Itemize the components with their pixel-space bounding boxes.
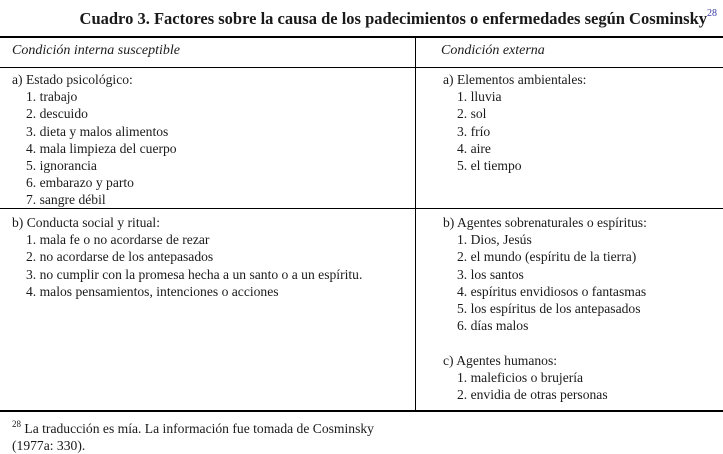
list-item: 2. descuido [26,106,88,122]
footnote [12,416,374,454]
list-item: 5. los espíritus de los antepasados [457,301,641,317]
list-item: 1. mala fe o no acordarse de rezar [26,232,210,248]
column-divider [415,38,416,411]
header-rule [0,67,723,68]
list-item: 2. el mundo (espíritu de la tierra) [457,249,637,265]
row2-right-heading: b) Agentes sobrenaturales o espíritus: [443,215,647,230]
footnote-ref[interactable]: 28 [707,8,717,19]
list-item: 2. sol [457,106,487,122]
table-title [0,8,717,29]
list-item: 1. maleficios o brujería [457,369,584,385]
list-item: 1. trabajo [26,89,78,105]
row1-right-cell [443,71,586,174]
list-item: 4. mala limpieza del cuerpo [26,140,177,156]
footnote-line-2: (1977a: 330). [12,438,86,454]
bottom-rule [0,410,723,412]
footnote-number: 28 [12,419,21,429]
list-item: 4. espíritus envidiosos o fantasmas [457,283,647,299]
list-item: 5. ignorancia [26,158,97,174]
left-column-header: Condición interna susceptible [12,43,180,58]
list-item: 3. los santos [457,266,524,282]
list-item: 3. no cumplir con la promesa hecha a un santo o a un espíritu. [26,266,363,282]
row2-right-heading2: c) Agentes humanos: [443,352,558,368]
top-rule [0,36,723,38]
row1-right-list [443,88,586,174]
row1-right-heading: a) Elementos ambientales: [443,72,587,87]
row2-right-list2 [443,369,647,403]
list-item: 5. el tiempo [457,158,522,174]
row1-left-list [12,88,177,208]
list-item: 7. sangre débil [26,192,106,208]
list-item: 3. frío [457,123,491,139]
right-column-header: Condición externa [441,43,545,58]
row1-left-heading: a) Estado psicológico: [12,72,133,87]
list-item: 6. días malos [457,318,529,334]
row2-left-list [12,231,362,300]
footnote-text: La traducción es mía. La información fue tomada de Cosminsky [24,421,374,436]
list-item: 2. no acordarse de los antepasados [26,249,214,265]
list-item: 4. malos pensamientos, intenciones o acciones [26,283,279,299]
row1-left-cell [12,71,177,209]
list-item: 4. aire [457,140,491,156]
list-item: 3. dieta y malos alimentos [26,123,169,139]
row2-left-cell [12,214,362,300]
list-item: 1. Dios, Jesús [457,232,532,248]
row2-right-list [443,231,647,334]
table-title-text: Cuadro 3. Factores sobre la causa de los padecimientos o enfermedades según Cosminsky [79,9,707,28]
footnote-line-1 [12,416,374,437]
row2-left-heading: b) Conducta social y ritual: [12,215,160,230]
list-item: 6. embarazo y parto [26,175,134,191]
row2-right-cell [443,214,647,403]
list-item: 1. lluvia [457,89,502,105]
list-item: 2. envidia de otras personas [457,387,608,403]
